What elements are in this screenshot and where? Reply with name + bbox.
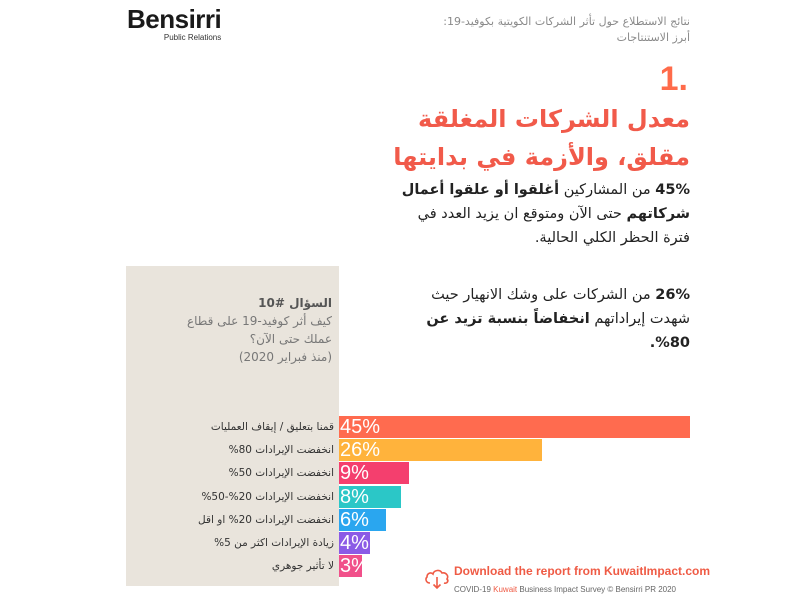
finding-1-pct: 45% [655,182,690,198]
question-line-2: عملك حتى الآن؟ [249,332,332,346]
bar-value-label: 45% [340,416,381,438]
footer-note-accent: Kuwait [493,585,518,594]
bar-category-label: انخفضت الإيرادات 20%-50% [201,490,334,503]
question-line-1: كيف أثر كوفيد-19 على قطاع [186,314,332,328]
finding-paragraph-2 [400,283,690,355]
finding-2-pct: 26% [655,287,690,303]
footer-note-b: Business Impact Survey © Bensirri PR 2020 [517,585,676,594]
header-line-1: نتائج الاستطلاع حول تأثر الشركات الكويتية بكوفيد-19: [443,15,690,28]
section-title-line-1: معدل الشركات المغلقة [418,105,690,133]
bar-value-label: 3% [340,555,369,578]
logo-subtitle: Public Relations [163,33,222,42]
header-text [360,14,690,46]
footer-note-a: COVID-19 [454,585,494,594]
bar-category-label: قمنا بتعليق / إيقاف العمليات [210,421,334,433]
section-title-line-2: مقلق، والأزمة في بدايتها [393,143,690,171]
finding-1-text-a: من المشاركين [559,182,656,198]
finding-2-bold-2: بنسبة تزيد عن 80%. [426,311,690,351]
question-title: السؤال #10 [258,296,332,310]
finding-1-text-b: حتى الآن ومتوقع ان يزيد العدد في فترة الحظر الكلي الحالية. [417,206,690,246]
download-link[interactable] [454,564,710,578]
footer-note [454,585,676,594]
bar-value-label: 6% [340,508,369,531]
section-number: 1. [659,60,688,98]
finding-2-text-a: من الشركات على وشك الانهيار حيث شهدت إيراداتهم [431,287,690,327]
finding-2-bold-1: انخفاضاً [533,311,590,327]
logo [127,6,221,42]
bar-category-label: لا تأثير جوهري [271,560,334,573]
bar-value-label: 26% [340,439,381,462]
download-text: Download the report from [454,564,604,578]
bar-category-label: زيادة الإيرادات اكثر من 5% [214,537,334,549]
question-block [132,294,332,366]
bar [339,416,690,438]
question-line-3: (منذ فبراير 2020) [238,350,332,364]
bar-category-label: انخفضت الإيرادات 50% [228,467,334,480]
bar-value-label: 8% [340,485,369,508]
bar-value-label: 4% [340,532,369,554]
header-line-2: أبرز الاستنتاجات [616,31,690,44]
finding-1-bold: أغلقوا أو علقوا أعمال شركاتهم [401,182,690,222]
logo-name: Bensirri [127,4,222,34]
bar-category-label: انخفضت الإيرادات 20% او اقل [198,513,334,526]
bar-category-label: انخفضت الإيرادات 80% [228,444,334,457]
section-title [290,100,690,176]
bar-value-label: 9% [340,462,369,485]
download-url[interactable]: KuwaitImpact.com [604,564,711,578]
cloud-download-icon[interactable] [424,566,450,590]
finding-paragraph-1 [400,178,690,250]
